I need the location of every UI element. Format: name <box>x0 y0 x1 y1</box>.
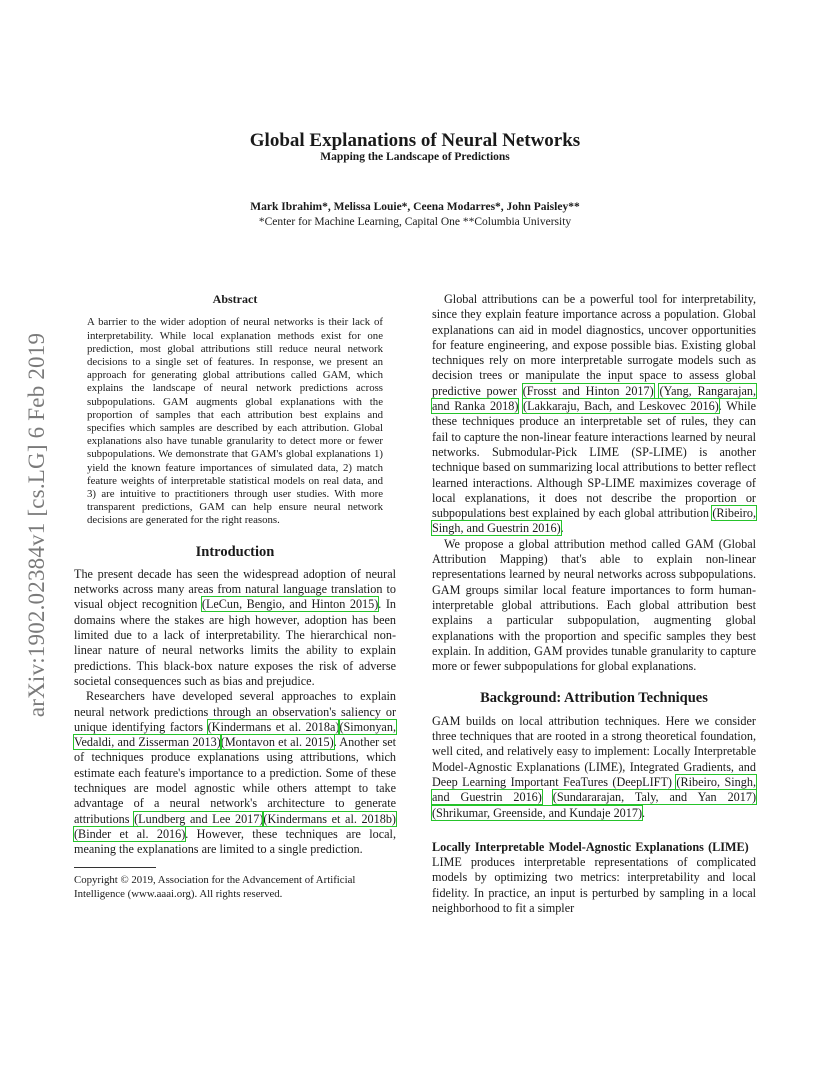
author-list: Mark Ibrahim*, Melissa Louie*, Ceena Modarres*, John Paisley** <box>250 201 580 213</box>
citation-link[interactable]: (Kindermans et al. 2018a) <box>207 719 340 734</box>
right-column <box>432 292 756 916</box>
citation-link[interactable]: (Montavon et al. 2015) <box>220 735 334 750</box>
arxiv-sidebar-stamp: arXiv:1902.02384v1 [cs.LG] 6 Feb 2019 <box>24 332 49 718</box>
lime-heading: Locally Interpretable Model-Agnostic Explanations (LIME) <box>432 839 749 854</box>
intro-paragraph-1: The present decade has seen the widespread adoption of neural networks across many areas from natural language translation to visual object recognition (LeCun, Bengio, and Hinton 2015). In domains where the stakes are high however, adoption has been limited due to a lack of interpretability. The hierarchical non-linear nature of neural networks limits the ability to explain predictions. This black-box nature exposes the risk of adverse societal consequences such as bias and prejudice. <box>74 566 396 688</box>
background-heading: Background: Attribution Techniques <box>480 690 708 707</box>
citation-link[interactable]: (Yang, Rangarajan, and Ranka 2018) <box>432 383 757 414</box>
copyright-notice: Copyright © 2019, Association for the Advancement of Artificial Intelligence (www.aaai.org). All rights reserved. <box>74 874 356 900</box>
citation-link[interactable]: (Sundararajan, Taly, and Yan 2017) <box>552 790 757 805</box>
citation-link[interactable]: (Ribeiro, Singh, and Guestrin 2016) <box>432 774 756 805</box>
intro-paragraph-2: Researchers have developed several approaches to explain neural network predictions through an observation's saliency or unique identifying factors (Kindermans et al. 2018a)(Simonyan, Vedaldi, and Zisserman 2013)(Montavon et al. 2015). Another set of techniques produce explanations using attributions, which estimate each feature's importance to a prediction. Some of these techniques are model agnostic while others attempt to take advantage of a neural network's architecture to generate attributions (Lundberg and Lee 2017)(Kindermans et al. 2018b) (Binder et al. 2016). However, these techniques are local, meaning the explanations are limited to a single prediction. <box>74 689 396 857</box>
footnote-rule <box>74 867 156 868</box>
abstract-text: A barrier to the wider adoption of neural networks is their lack of interpretability. While local explanation methods exist for one prediction, most global attributions still reduce neural network decisions to a single set of features. In response, we present an approach for generating global attributions called GAM, which explains the landscape of neural network predictions across subpopulations. GAM augments global explanations with the proportion of samples that each attribution best explains and specifies which samples are described by each attribution. Global explanations also have tunable granularity to detect more or fewer subpopulations. We demonstrate that GAM's global explanations 1) yield the known feature importances of simulated data, 2) match feature weights of interpretable statistical models on real data, and 3) are intuitive to practitioners through user studies. With more transparent predictions, GAM can help ensure neural network decisions are generated for the right reasons. <box>87 316 383 527</box>
citation-link[interactable]: (Ribeiro, Singh, and Guestrin 2016) <box>432 506 756 536</box>
paper-title: Global Explanations of Neural Networks <box>249 130 581 151</box>
abstract-heading: Abstract <box>212 292 258 306</box>
affiliation: *Center for Machine Learning, Capital One **Columbia University <box>258 216 572 228</box>
citation-link[interactable]: (Simonyan, Vedaldi, and Zisserman 2013) <box>74 719 396 750</box>
citation-link[interactable]: (LeCun, Bengio, and Hinton 2015) <box>201 597 379 612</box>
citation-link[interactable]: (Kindermans et al. 2018b) <box>263 811 396 826</box>
citation-link[interactable]: (Lundberg and Lee 2017) <box>134 811 264 826</box>
citation-link[interactable]: (Frosst and Hinton 2017) <box>522 383 654 398</box>
paper-subtitle: Mapping the Landscape of Predictions <box>320 151 510 163</box>
citation-link[interactable]: (Binder et al. 2016) <box>74 826 186 841</box>
gam-proposal-paragraph: We propose a global attribution method called GAM (Global Attribution Mapping) that's able to explain non-linear representations learned by neural networks across subpopulations. GAM groups similar local feature importances to form human-interpretable global attributions. Each global attribution best explains a particular subpopulation, augmenting global explanations with the proportion and specific samples they best explain. In addition, GAM provides tunable granularity to capture more or fewer subpopulations for global explanations. <box>432 536 756 674</box>
introduction-heading: Introduction <box>195 543 275 560</box>
lime-paragraph: Locally Interpretable Model-Agnostic Explanations (LIME) LIME produces interpretable representations of complicated models by optimizing two metrics: interpretability and local fidelity. In practice, an input is perturbed by sampling in a local neighborhood to fit a simpler <box>432 839 756 915</box>
global-attributions-paragraph: Global attributions can be a powerful tool for interpretability, since they explain feature importance across a population. Global explanations can aid in model diagnostics, uncover opportunities for feature engineering, and expose possible bias. Existing global techniques rely on more interpretable surrogate models such as decision trees or manipulate the input space to assess global predictive power (Frosst and Hinton 2017) (Yang, Rangarajan, and Ranka 2018) (Lakkaraju, Bach, and Leskovec 2016). While these techniques produce an interpretable set of rules, they can fail to capture the non-linear feature interactions learned by neural networks. Submodular-Pick LIME (SP-LIME) is another technique based on summarizing local attributions to better reflect learned interactions. Although SP-LIME maximizes coverage of local explanations, it does not describe the proportion or subpopulations best explained by each global attribution (Ribeiro, Singh, and Guestrin 2016). <box>432 292 757 536</box>
citation-link[interactable]: (Lakkaraju, Bach, and Leskovec 2016) <box>523 399 719 414</box>
citation-link[interactable]: (Shrikumar, Greenside, and Kundaje 2017) <box>432 805 643 820</box>
left-column <box>74 292 396 901</box>
background-paragraph: GAM builds on local attribution techniques. Here we consider three techniques that are rooted in a strong theoretical foundation, well cited, and relatively easy to implement: Locally Interpretable Model-Agnostic Explanations (LIME), Integrated Gradients, and Deep Learning Important FeaTures (DeepLIFT) (Ribeiro, Singh, and Guestrin 2016) (Sundararajan, Taly, and Yan 2017) (Shrikumar, Greenside, and Kundaje 2017). <box>432 713 757 820</box>
